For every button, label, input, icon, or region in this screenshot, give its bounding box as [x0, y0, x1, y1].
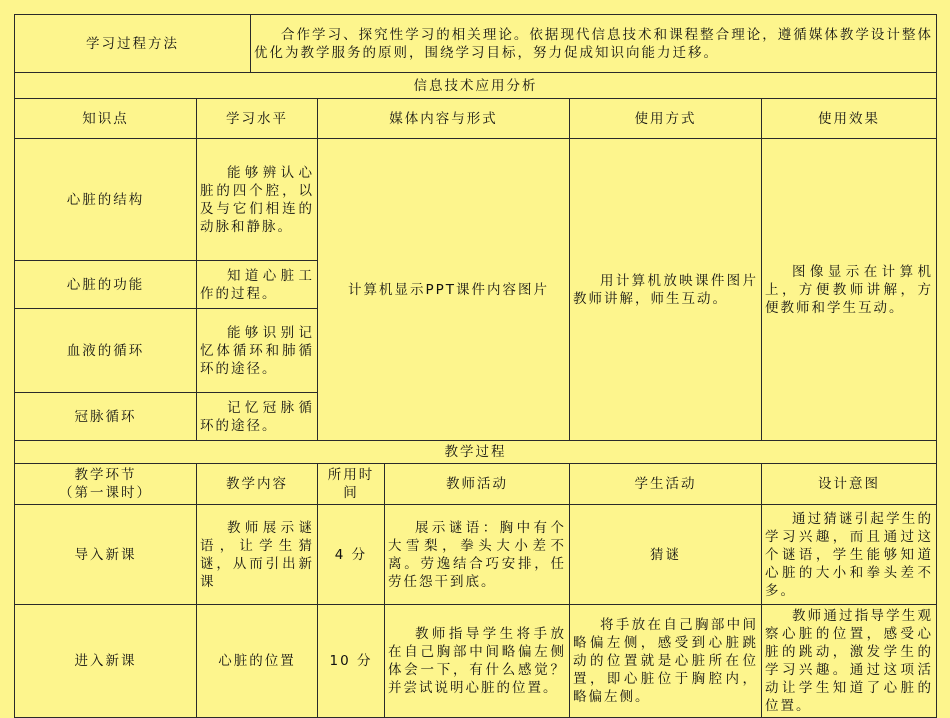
it-analysis-title: 信息技术应用分析: [15, 73, 937, 99]
knowledge-point: 心脏的结构: [15, 139, 197, 261]
stage-name: 进入新课: [15, 605, 197, 718]
stage-time: 4 分: [318, 505, 385, 605]
header-learning-level: 学习水平: [197, 99, 318, 139]
header-media: 媒体内容与形式: [318, 99, 570, 139]
table-row: [15, 605, 937, 718]
design-intent: 教师通过指导学生观察心脏的位置，感受心脏的跳动，激发学生的学习兴趣。通过这项活动让学生知道了心脏的位置。: [762, 605, 937, 718]
student-activity: 猜谜: [570, 505, 762, 605]
table-row: [15, 505, 937, 605]
header-stage-label: 教学环节: [74, 467, 137, 483]
knowledge-point: 心脏的功能: [15, 261, 197, 309]
process-title: 教学过程: [15, 441, 937, 464]
teacher-activity: 展示谜语：胸中有个大雪梨，拳头大小差不离。劳逸结合巧安排，任劳任怨干到底。: [385, 505, 570, 605]
process-header-row: [15, 464, 937, 505]
method-row: [15, 15, 937, 73]
header-content: 教学内容: [197, 464, 318, 505]
learning-level: 能够识别记忆体循环和肺循环的途径。: [197, 309, 318, 393]
header-student: 学生活动: [570, 464, 762, 505]
table-row: [15, 139, 937, 261]
knowledge-point: 冠脉循环: [15, 393, 197, 441]
header-usage: 使用方式: [570, 99, 762, 139]
stage-time: 10 分: [318, 605, 385, 718]
header-knowledge-point: 知识点: [15, 99, 197, 139]
header-time: 所用时间: [318, 464, 385, 505]
stage-content: 教师展示谜语，让学生猜谜，从而引出新课: [197, 505, 318, 605]
lesson-plan-table: [14, 14, 937, 718]
stage-name: 导入新课: [15, 505, 197, 605]
method-label: 学习过程方法: [15, 15, 251, 73]
knowledge-point: 血液的循环: [15, 309, 197, 393]
design-intent: 通过猜谜引起学生的学习兴趣，而且通过这个谜语，学生能够知道心脏的大小和拳头差不多。: [762, 505, 937, 605]
stage-content: 心脏的位置: [197, 605, 318, 718]
usage-method: 用计算机放映课件图片教师讲解，师生互动。: [570, 139, 762, 441]
header-intent: 设计意图: [762, 464, 937, 505]
usage-effect: 图像显示在计算机上，方便教师讲解，方便教师和学生互动。: [762, 139, 937, 441]
it-analysis-header-row: [15, 99, 937, 139]
learning-level: 知道心脏工作的过程。: [197, 261, 318, 309]
teacher-activity: 教师指导学生将手放在自己胸部中间略偏左侧体会一下，有什么感觉？并尝试说明心脏的位置。: [385, 605, 570, 718]
header-effect: 使用效果: [762, 99, 937, 139]
header-stage-sub: （第一课时）: [59, 485, 152, 501]
media-content: 计算机显示PPT课件内容图片: [318, 139, 570, 441]
student-activity: 将手放在自己胸部中间略偏左侧，感受到心脏跳动的位置就是心脏所在位置，即心脏位于胸腔内，略偏左侧。: [570, 605, 762, 718]
method-content: 合作学习、探究性学习的相关理论。依据现代信息技术和课程整合理论，遵循媒体教学设计整体优化为教学服务的原则，围绕学习目标，努力促成知识向能力迁移。: [251, 15, 937, 73]
header-teacher: 教师活动: [385, 464, 570, 505]
learning-level: 能够辨认心脏的四个腔，以及与它们相连的动脉和静脉。: [197, 139, 318, 261]
header-stage: [15, 464, 197, 505]
learning-level: 记忆冠脉循环的途径。: [197, 393, 318, 441]
